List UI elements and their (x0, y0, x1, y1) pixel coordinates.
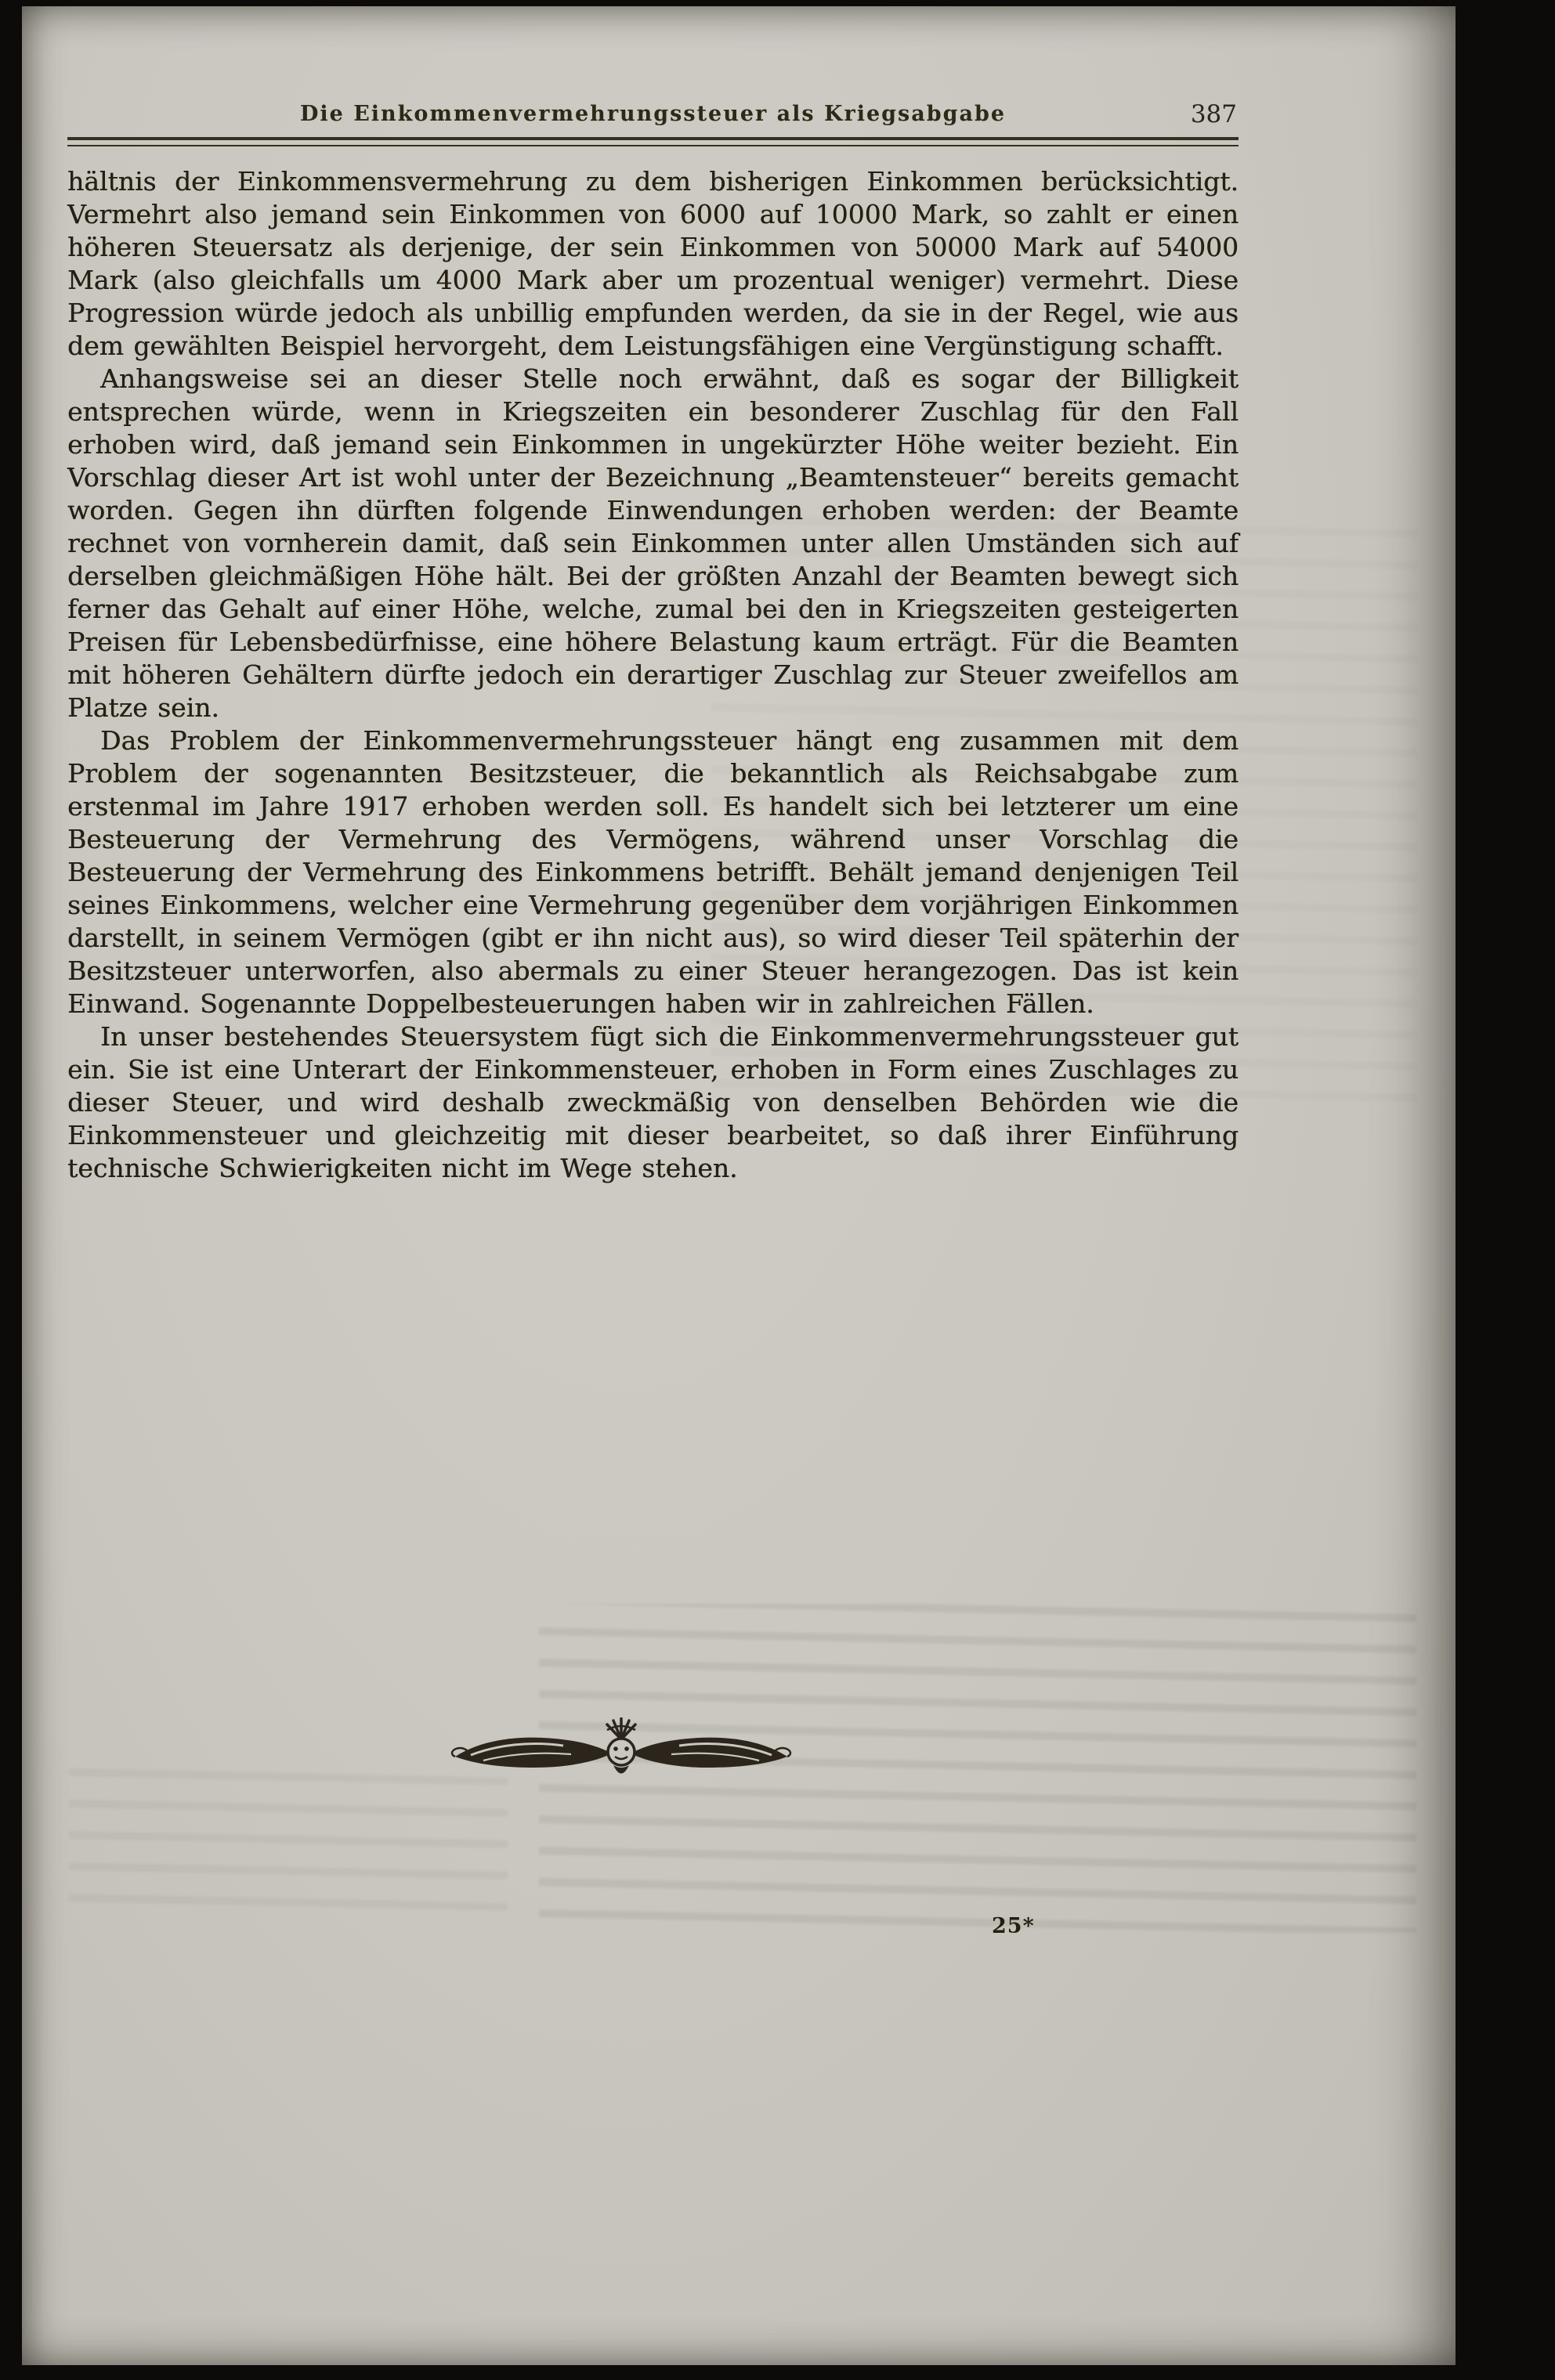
body-paragraph: In unser bestehendes Steuersystem fügt sich die Einkommenvermehrungssteuer gut ein. Sie ist eine Unterart der Einkommensteuer, erhoben in Form eines Zuschlages zu dieser Steuer, und wird deshalb zweckmäßig von denselben Behörden wie die Einkommensteuer und gleichzeitig mit dieser bearbeitet, so daß ihrer Einführung technische Schwierigkeiten nicht im Wege stehen. (67, 1021, 1239, 1183)
printer-signature-mark: 25* (992, 1914, 1035, 1938)
page-number: 387 (1190, 100, 1237, 128)
body-text (67, 165, 1239, 1185)
header-double-rule (67, 137, 1239, 146)
text-block (67, 99, 1239, 1185)
book-page (22, 6, 1456, 2365)
tailpiece-ornament-icon (449, 1717, 794, 1783)
body-paragraph: hältnis der Einkommensvermehrung zu dem bisherigen Einkommen berücksichtigt. Vermehrt also jemand sein Einkommen von 6000 auf 10000 Mark, so zahlt er einen höheren Steuersatz als derjenige, der sein Einkommen von 50000 Mark auf 54000 Mark (also gleichfalls um 4000 Mark aber um prozentual weniger) vermehrt. Diese Progression würde jedoch als unbillig empfunden werden, da sie in der Regel, wie aus dem gewählten Beispiel hervorgeht, dem Leistungsfähigen eine Vergünstigung schafft. (67, 166, 1239, 361)
body-paragraph: Anhangsweise sei an dieser Stelle noch erwähnt, daß es sogar der Billigkeit entsprechen würde, wenn in Kriegszeiten ein besonderer Zuschlag für den Fall erhoben wird, daß jemand sein Einkommen in ungekürzter Höhe weiter bezieht. Ein Vorschlag dieser Art ist wohl unter der Bezeichnung „Beamtensteuer“ bereits gemacht worden. Gegen ihn dürften folgende Einwendungen erhoben werden: der Beamte rechnet von vornherein damit, daß sein Einkommen unter allen Umständen sich auf derselben gleichmäßigen Höhe hält. Bei der größten Anzahl der Beamten bewegt sich ferner das Gehalt auf einer Höhe, welche, zumal bei den in Kriegszeiten gesteigerten Preisen für Lebensbedürfnisse, eine höhere Belastung kaum erträgt. Für die Beamten mit höheren Gehältern dürfte jedoch ein derartiger Zuschlag zur Steuer zweifellos am Platze sein. (67, 363, 1239, 723)
body-paragraph: Das Problem der Einkommenvermehrungssteuer hängt eng zusammen mit dem Problem der sogenannten Besitzsteuer, die bekanntlich als Reichsabgabe zum erstenmal im Jahre 1917 erhoben werden soll. Es handelt sich bei letzterer um eine Besteuerung der Vermehrung des Vermögens, während unser Vorschlag die Besteuerung der Vermehrung des Einkommens betrifft. Behält jemand denjenigen Teil seines Einkommens, welcher eine Vermehrung gegenüber dem vorjährigen Einkommen darstellt, in seinem Vermögen (gibt er ihn nicht aus), so wird dieser Teil späterhin der Besitzsteuer unterworfen, also abermals zu einer Steuer herangezogen. Das ist kein Einwand. Sogenannte Doppelbesteuerungen haben wir in zahlreichen Fällen. (67, 725, 1239, 1019)
running-title: Die Einkommenvermehrungssteuer als Kriegsabgabe (299, 102, 1007, 126)
page-showthrough (69, 1753, 508, 1917)
running-head (67, 99, 1239, 133)
